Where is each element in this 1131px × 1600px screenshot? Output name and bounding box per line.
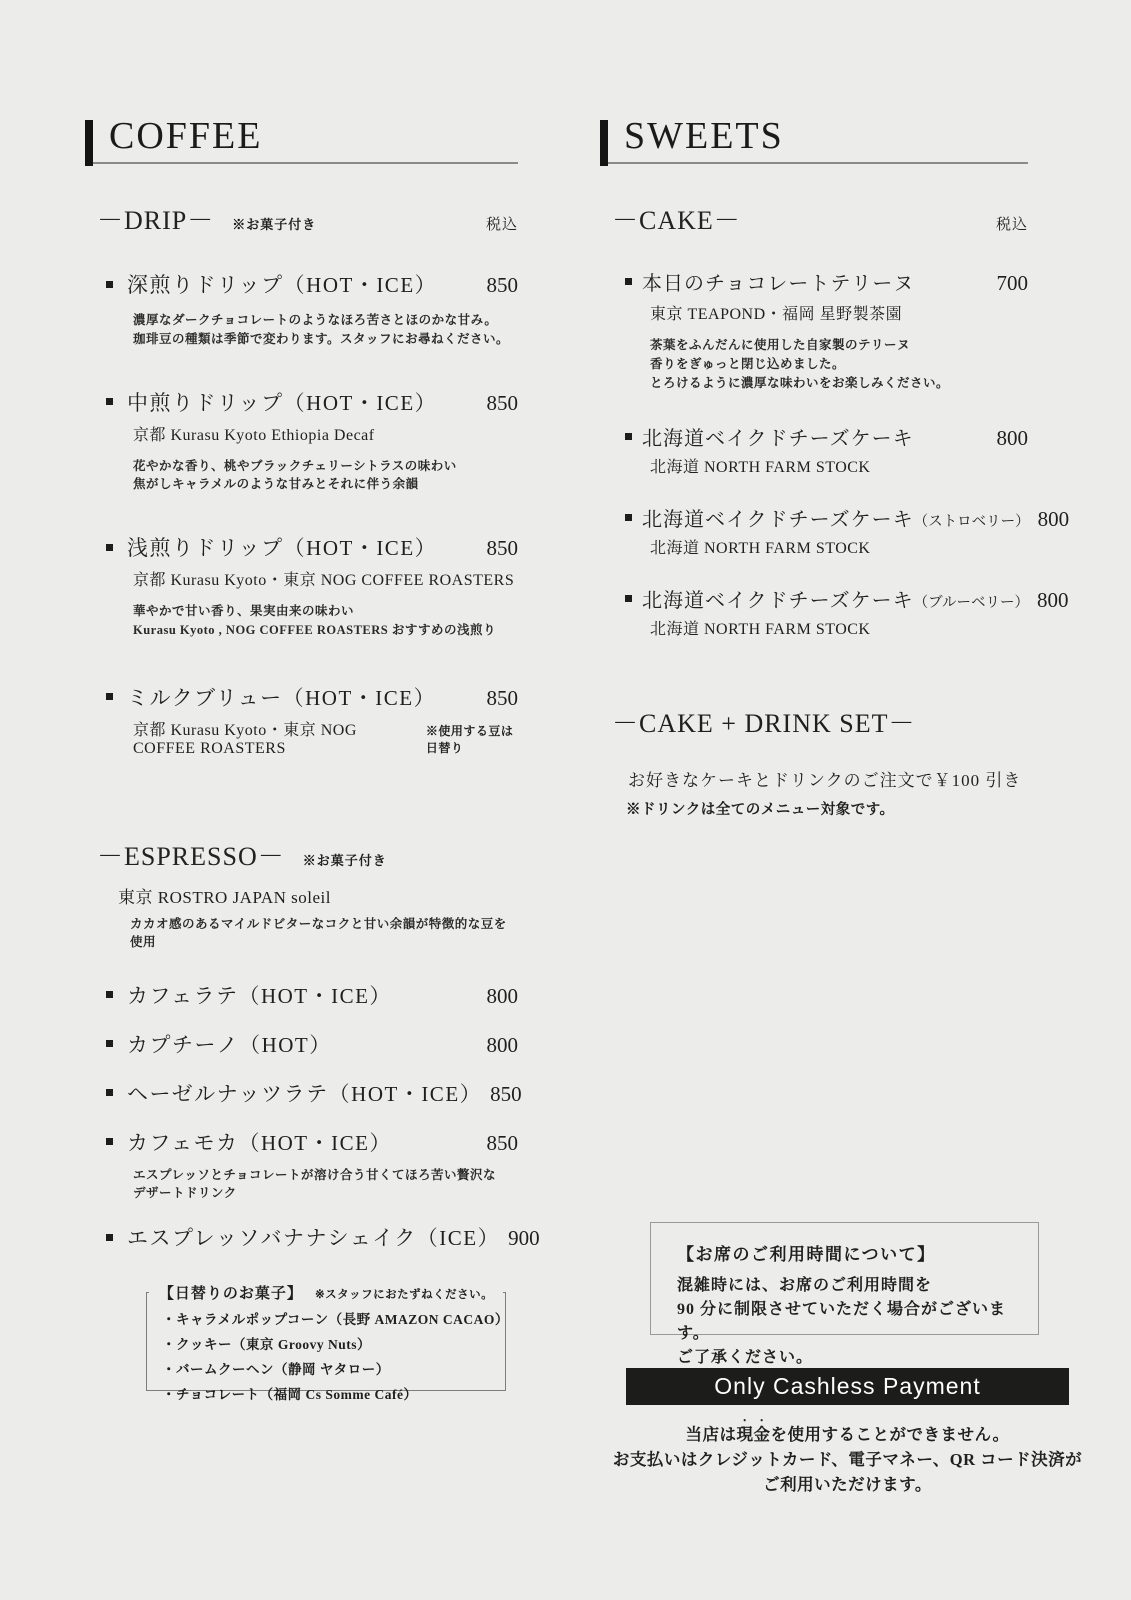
item-price: 700	[996, 271, 1028, 295]
espresso-note: ※お菓子付き	[302, 852, 387, 868]
item-name: 中煎りドリップ（HOT・ICE）	[127, 390, 438, 415]
item-origin	[650, 616, 1028, 639]
espresso-origin: 東京 ROSTRO JAPAN soleil	[118, 887, 331, 907]
origin-text: 北海道 NORTH FARM STOCK	[650, 459, 871, 477]
daily-sweets-list	[162, 1308, 509, 1408]
item-description	[133, 457, 518, 495]
item-origin	[650, 454, 1028, 477]
bullet-square-icon	[625, 595, 632, 602]
espresso-origin-description: カカオ感のあるマイルドビターなコクと甘い余韻が特徴的な豆を使用	[130, 916, 507, 949]
item-name: エスプレッソバナナシェイク（ICE）	[127, 1226, 501, 1250]
item-description	[133, 311, 518, 349]
coffee-column	[85, 115, 540, 1252]
description-line: エスプレッソとチョコレートが溶け合う甘くてほろ苦い贅沢な	[133, 1167, 497, 1182]
daily-sweets-item: ・バームクーヘン（静岡 ヤタロー）	[162, 1361, 390, 1377]
item-name: 北海道ベイクドチーズケーキ	[642, 590, 914, 613]
cashless-payment-description	[590, 1416, 1105, 1497]
cashless-line1-post: を使用することができません。	[770, 1425, 1010, 1444]
drip-note: ※お菓子付き	[232, 217, 317, 232]
bullet-square-icon	[625, 433, 632, 440]
header-bar-decoration	[85, 120, 93, 166]
bullet-square-icon	[106, 1234, 113, 1241]
bullet-square-icon	[106, 281, 113, 288]
coffee-header	[85, 115, 518, 164]
bullet-square-icon	[106, 398, 113, 405]
item-name-suffix: （ストロベリー）	[913, 514, 1030, 531]
cashless-line-3: ご利用いただけます。	[763, 1475, 932, 1494]
item-price: 850	[486, 685, 518, 710]
menu-item-baked-cheesecake	[600, 422, 1028, 477]
item-row	[85, 1127, 518, 1157]
origin-text: 京都 Kurasu Kyoto・東京 NOG COFFEE ROASTERS	[133, 572, 515, 589]
menu-item-drip-medium	[85, 387, 518, 495]
tax-included-label: 税込	[995, 217, 1028, 233]
item-description	[650, 336, 1028, 392]
item-price: 900	[508, 1226, 540, 1250]
item-price: 800	[486, 1032, 518, 1057]
daily-sweets-box	[146, 1286, 509, 1402]
item-name: 浅煎りドリップ（HOT・ICE）	[127, 536, 438, 560]
item-row	[85, 532, 518, 562]
daily-sweets-note: ※スタッフにおたずねください。	[314, 1289, 494, 1301]
item-price: 850	[486, 390, 518, 415]
cake-heading: －CAKE－	[612, 206, 741, 235]
drip-heading: －DRIP－	[97, 206, 215, 235]
item-row	[600, 267, 1028, 296]
item-name: ミルクブリュー（HOT・ICE）	[127, 685, 437, 710]
item-origin	[133, 567, 518, 590]
item-description	[133, 602, 518, 640]
item-price: 850	[486, 273, 518, 297]
item-price: 850	[486, 536, 518, 560]
item-name: カフェラテ（HOT・ICE）	[127, 983, 392, 1008]
item-origin	[650, 301, 1028, 324]
origin-text: 東京 TEAPOND・福岡 星野製茶園	[650, 306, 903, 323]
bullet-square-icon	[106, 544, 113, 551]
menu-item-caffe-latte	[85, 980, 518, 1010]
menu-item-milk-brew	[85, 682, 518, 758]
description-line: Kurasu Kyoto , NOG COFFEE ROASTERS おすすめの浅煎り	[133, 622, 496, 637]
item-name-suffix: （ブルーベリー）	[913, 595, 1030, 612]
item-name: カプチーノ（HOT）	[127, 1032, 332, 1057]
cashless-line1-pre: 当店は	[685, 1425, 737, 1444]
item-row	[600, 584, 1069, 613]
seat-time-notice-box	[650, 1222, 1039, 1366]
menu-item-baked-cheesecake-blueberry	[600, 584, 1069, 639]
item-row	[85, 1029, 518, 1059]
origin-note: ※使用する豆は日替り	[425, 723, 514, 755]
item-price: 800	[486, 983, 518, 1008]
item-row	[85, 269, 518, 299]
menu-item-drip-light	[85, 532, 518, 640]
description-line: デザートドリンク	[133, 1186, 237, 1201]
seat-notice-body	[677, 1274, 1038, 1370]
description-line: とろけるように濃厚な味わいをお楽しみください。	[650, 375, 950, 390]
menu-item-baked-cheesecake-strawberry	[600, 503, 1070, 558]
espresso-heading: －ESPRESSO－	[97, 841, 285, 871]
sweets-header	[600, 115, 1028, 164]
seat-notice-line: ご了承ください。	[677, 1349, 814, 1366]
item-row	[600, 422, 1028, 451]
menu-item-drip-dark	[85, 269, 518, 349]
bullet-square-icon	[106, 1138, 113, 1145]
item-price: 850	[490, 1081, 522, 1106]
item-name: 北海道ベイクドチーズケーキ	[642, 428, 914, 451]
item-row	[85, 980, 518, 1010]
cake-drink-set-heading: －CAKE + DRINK SET－	[612, 709, 916, 739]
item-name: 本日のチョコレートテリーヌ	[642, 273, 915, 295]
origin-text: 京都 Kurasu Kyoto Ethiopia Decaf	[133, 426, 375, 444]
item-row	[85, 387, 518, 417]
cashless-line-2: お支払いはクレジットカード、電子マネー、QR コード決済が	[612, 1450, 1083, 1469]
bullet-square-icon	[106, 1040, 113, 1047]
bullet-square-icon	[625, 514, 632, 521]
sweets-title: SWEETS	[624, 115, 784, 157]
item-name: 深煎りドリップ（HOT・ICE）	[127, 273, 438, 297]
bullet-square-icon	[106, 991, 113, 998]
sweets-column	[600, 115, 1070, 819]
cake-drink-set-offer: お好きなケーキとドリンクのご注文で￥100 引き	[628, 771, 1022, 791]
item-name: カフェモカ（HOT・ICE）	[127, 1130, 392, 1155]
coffee-title: COFFEE	[109, 115, 263, 157]
cake-category-row	[612, 200, 1028, 237]
item-origin	[133, 422, 518, 445]
description-line: 茶葉をふんだんに使用した自家製のテリーヌ	[650, 338, 911, 352]
menu-item-chocolate-terrine	[600, 267, 1028, 392]
item-name: 北海道ベイクドチーズケーキ	[642, 509, 914, 532]
item-row	[600, 503, 1070, 532]
daily-sweets-title: 【日替りのお菓子】	[158, 1286, 303, 1302]
seat-notice-line: 混雑時には、お席のご利用時間を	[677, 1277, 933, 1294]
description-line: 香りをぎゅっと閉じ込めました。	[650, 356, 846, 371]
item-row	[85, 1222, 540, 1252]
description-line: 華やかで甘い香り、果実由来の味わい	[133, 604, 355, 618]
item-row	[85, 682, 518, 712]
daily-sweets-item: ・チョコレート（福岡 Cs Somme Café）	[162, 1386, 418, 1402]
menu-item-caffe-mocha	[85, 1127, 518, 1204]
header-bar-decoration	[600, 120, 608, 166]
daily-sweets-legend	[149, 1282, 503, 1303]
description-line: 花やかな香り、桃やブラックチェリーシトラスの味わい	[133, 458, 457, 473]
item-price: 800	[1037, 588, 1069, 613]
seat-notice-title: 【お席のご利用時間について】	[677, 1245, 936, 1264]
cashless-emphasized-word: 現金	[736, 1425, 771, 1444]
origin-text: 北海道 NORTH FARM STOCK	[650, 540, 871, 558]
menu-item-cappuccino	[85, 1029, 518, 1059]
item-price: 800	[996, 426, 1028, 451]
item-description	[133, 1166, 518, 1204]
item-name: ヘーゼルナッツラテ（HOT・ICE）	[127, 1081, 483, 1106]
tax-included-label: 税込	[485, 217, 518, 233]
item-row	[85, 1078, 522, 1108]
description-line: 焦がしキャラメルのような甘みとそれに伴う余韻	[133, 477, 419, 492]
description-line: 濃厚なダークチョコレートのようなほろ苦さとほのかな甘み。	[133, 313, 498, 327]
cashless-payment-banner: Only Cashless Payment	[626, 1368, 1069, 1405]
daily-sweets-item: ・キャラメルポップコーン（長野 AMAZON CACAO）	[162, 1312, 509, 1327]
seat-notice-line: 90 分に制限させていただく場合がございます。	[677, 1301, 1007, 1342]
origin-text: 京都 Kurasu Kyoto・東京 NOG COFFEE ROASTERS	[133, 721, 357, 757]
origin-text: 北海道 NORTH FARM STOCK	[650, 621, 871, 639]
item-price: 850	[486, 1130, 518, 1155]
bullet-square-icon	[625, 278, 632, 285]
bullet-square-icon	[106, 693, 113, 700]
item-origin	[133, 717, 518, 758]
cashless-line-1	[590, 1416, 1105, 1447]
description-line: 珈琲豆の種類は季節で変わります。スタッフにお尋ねください。	[133, 331, 510, 346]
item-origin	[650, 535, 1028, 558]
cake-drink-set-note: ※ドリンクは全てのメニュー対象です。	[626, 802, 895, 819]
bullet-square-icon	[106, 1089, 113, 1096]
espresso-category-row	[97, 836, 518, 873]
daily-sweets-item: ・クッキー（東京 Groovy Nuts）	[162, 1336, 372, 1352]
item-price: 800	[1037, 507, 1070, 532]
menu-item-hazelnut-latte	[85, 1078, 522, 1108]
drip-category-row	[97, 200, 518, 237]
menu-item-espresso-banana-shake	[85, 1222, 540, 1252]
